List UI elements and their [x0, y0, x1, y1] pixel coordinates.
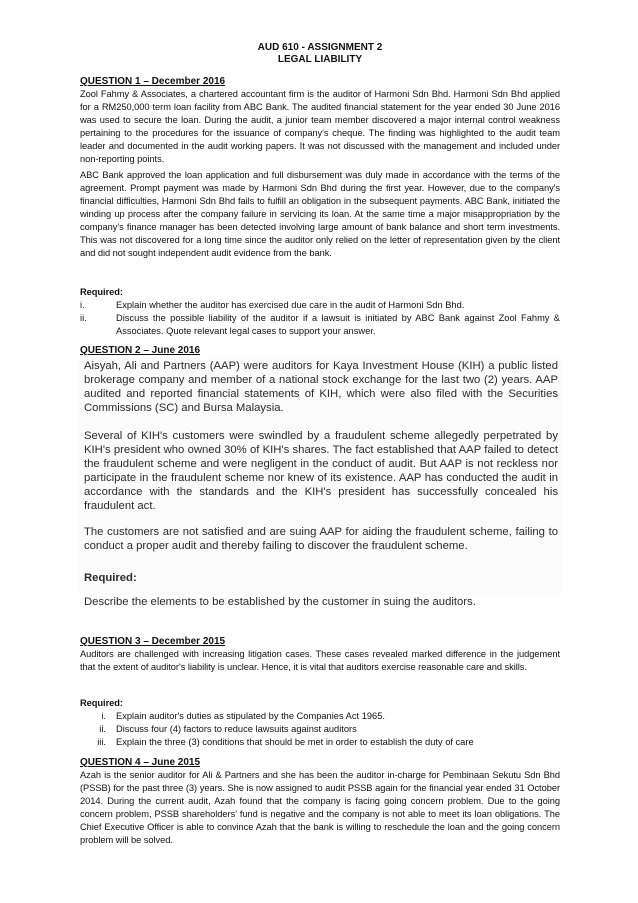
list-item-text: Explain auditor's duties as stipulated by the Companies Act 1965. — [116, 711, 385, 721]
list-item-number: i. — [80, 300, 85, 310]
q3-required-label: Required: — [80, 698, 123, 708]
q1-paragraph-2: ABC Bank approved the loan application and full disbursement was duly made in accordance with the terms of the agreement. Prompt payment was made by Harmoni Sdn Bhd during the first year. However, due to the company's financial difficulties, Harmoni Sdn Bhd fails to fulfill an obligation in the subsequent payments. ABC Bank, initiated the winding up process after the company failure in servicing its loan. At the same time a major misappropriation by the company's finance manager has been detected involving large amount of bank balance and short term investments. This was not discovered for a long time since the auditor only relied on the letter of representation given by the client and did not sought independent audit evidence from the bank. — [80, 170, 560, 258]
q2-paragraph-1: Aisyah, Ali and Partners (AAP) were auditors for Kaya Investment House (KIH) a public listed brokerage company and member of a national stock exchange for the last two (2) years. AAP audited and reported financial statements of KIH, which were also filed with the Securities Commissions (SC) and Bursa Malaysia. — [84, 360, 558, 414]
q1-heading: QUESTION 1 – December 2016 — [80, 76, 226, 87]
q2-task: Describe the elements to be established by the customer in suing the auditors. — [84, 596, 476, 608]
document-subtitle: LEGAL LIABILITY — [277, 54, 363, 65]
q2-required-label: Required: — [84, 572, 137, 584]
list-item — [80, 710, 560, 723]
q3-paragraph-1: Auditors are challenged with increasing litigation cases. These cases revealed marked difference in the judgement that the extent of auditor's liability is unclear. Hence, it is vital that auditors exercise reasonable care and skills. — [80, 649, 560, 672]
list-item-text: Explain the three (3) conditions that should be met in order to establish the duty of care — [116, 737, 474, 747]
q2-scanned-excerpt — [78, 359, 562, 608]
q4-heading: QUESTION 4 – June 2015 — [80, 757, 201, 768]
list-item — [80, 736, 560, 749]
list-item — [80, 299, 560, 312]
q4-paragraph-1: Azah is the senior auditor for Ali & Partners and she has been the auditor in-charge for Pembinaan Sekutu Sdn Bhd (PSSB) for the past three (3) years. She is now assigned to audit PSSB again for the financial year ended 31 October 2014. During the current audit, Azah found that the company is facing going concern problem. Due to the going concern problem, PSSB shareholders' fund is negative and the company is not able to meet its loan obligations. The Chief Executive Officer is able to convince Azah that the bank is willing to reschedule the loan and the going concern problem will be solved. — [80, 770, 560, 845]
list-item — [80, 312, 560, 338]
list-item-number: ii. — [99, 724, 106, 734]
list-item — [80, 723, 560, 736]
q3-heading: QUESTION 3 – December 2015 — [80, 636, 226, 647]
q3-required-list — [80, 710, 560, 749]
list-item-number: i. — [101, 711, 106, 721]
list-item-number: iii. — [97, 737, 106, 747]
q1-paragraph-1: Zool Fahmy & Associates, a chartered accountant firm is the auditor of Harmoni Sdn Bhd. Harmoni Sdn Bhd applied for a RM250,000 term loan facility from ABC Bank. The audited financial statement for the year ended 30 June 2016 was used to secure the loan. During the audit, a junior team member discovered a major internal control weakness pertaining to the procedures for the issuance of company's cheque. The finding was highlighted to the audit team leader and documented in the audit working papers. It was not discussed with the management and included under non-reporting points. — [80, 89, 560, 164]
q1-required-label: Required: — [80, 287, 123, 297]
list-item-text: Discuss four (4) factors to reduce lawsuits against auditors — [116, 724, 357, 734]
q1-required-list — [80, 299, 560, 338]
q2-paragraph-3: The customers are not satisfied and are suing AAP for aiding the fraudulent scheme, failing to conduct a proper audit and thereby failing to discover the fraudulent scheme. — [84, 526, 558, 552]
document-title: AUD 610 - ASSIGNMENT 2 — [257, 42, 383, 53]
q2-heading: QUESTION 2 – June 2016 — [80, 345, 201, 356]
q2-paragraph-2: Several of KIH's customers were swindled by a fraudulent scheme allegedly perpetrated by KIH's president who owned 30% of KIH's shares. The fact established that AAP failed to detect the fraudulent scheme and were negligent in the conduct of audit. But AAP is not reckless nor participate in the fraudulent scheme nor knew of its existence. AAP has conducted the audit in accordance with the standards and the KIH's president has successfully concealed his fraudulent act. — [84, 430, 558, 512]
list-item-text: Explain whether the auditor has exercised due care in the audit of Harmoni Sdn Bhd. — [116, 300, 465, 310]
list-item-text: Discuss the possible liability of the auditor if a lawsuit is initiated by ABC Bank against Zool Fahmy & Associates. Quote relevant legal cases to support your answer. — [116, 313, 560, 336]
list-item-number: ii. — [80, 313, 87, 323]
